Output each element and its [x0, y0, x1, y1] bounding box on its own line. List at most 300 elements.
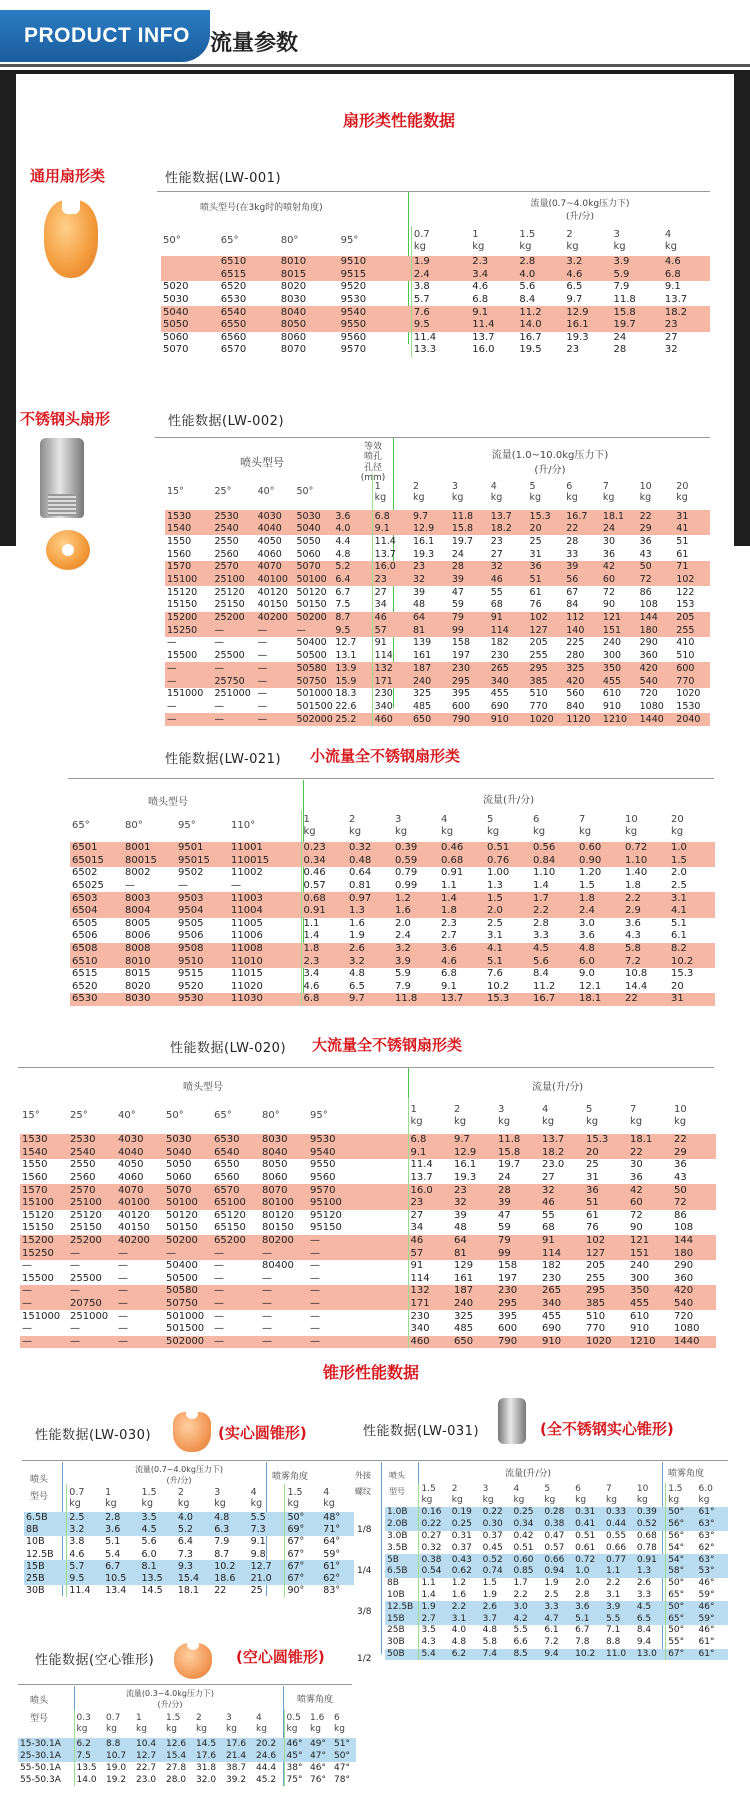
t002-header-cell: 3 kg [451, 480, 464, 503]
t002-cell: 50580 [294, 662, 333, 675]
t002-cell: 39 [413, 586, 426, 598]
t031-cell: 5.4 [419, 1649, 450, 1661]
fan-nozzle-image [44, 200, 98, 278]
t020-cell: 95120 [308, 1210, 408, 1223]
t002-cell: 24 [451, 548, 464, 560]
t002-cell: 27 [490, 548, 503, 560]
thollow-header-cell [18, 1710, 74, 1738]
t002-row [165, 510, 710, 523]
t031-cell: 1.0 [573, 1566, 604, 1578]
t001-cell: 6530 [220, 294, 247, 306]
t020-cell: 129 [454, 1260, 474, 1272]
t020-cell: 455 [542, 1310, 562, 1322]
t020-cell: 151000 [22, 1310, 61, 1322]
t020-cell: 1550 [22, 1159, 48, 1171]
t002-cell: 1530 [676, 700, 701, 712]
t002-cell: — [256, 675, 295, 688]
cone-section-title: 锥形性能数据 [323, 1363, 420, 1382]
lw031-angle-header: 喷雾角度 [668, 1469, 705, 1479]
t002-cell: 1560 [167, 548, 192, 560]
t002-cell: 61 [529, 586, 542, 598]
t021-cell: 11004 [229, 905, 301, 918]
t021-row [70, 918, 715, 931]
t021-cell: 11001 [229, 842, 301, 855]
t002-cell: 81 [411, 624, 450, 637]
t002-cell: 25.2 [333, 713, 372, 726]
t020-cell: — [308, 1298, 408, 1311]
t002-cell: 540 [638, 675, 675, 688]
t021-cell: 6510 [70, 955, 123, 968]
t031-cell: 63° [697, 1554, 728, 1566]
t031-cell: 1.3 [635, 1566, 666, 1578]
t002-cell: 265 [489, 662, 528, 675]
t020-cell: 15150 [22, 1222, 54, 1234]
t030-header-cell: 3 kg [214, 1486, 226, 1509]
t020-cell: 31 [586, 1172, 599, 1184]
t021-cell: 1.9 [349, 930, 365, 942]
page-header [0, 0, 750, 70]
t002-cell: 40120 [257, 586, 288, 598]
t002-cell: 57 [372, 624, 411, 637]
t030-cell: 64° [323, 1536, 341, 1548]
t020-cell: 80100 [260, 1197, 308, 1210]
t020-cell: 91 [540, 1235, 584, 1248]
t001-header-cell: 2 kg [566, 229, 579, 252]
t031-cell: 0.45 [482, 1542, 503, 1553]
thollow-cell: 7.5 [74, 1750, 104, 1762]
t002-cell: 280 [566, 650, 585, 662]
t031-cell: 0.25 [450, 1519, 481, 1531]
t002-cell: 4070 [256, 561, 295, 574]
t002-cell: 5060 [296, 548, 321, 560]
t021-header-row [70, 810, 715, 842]
t020-cell: 55 [542, 1209, 555, 1221]
thollow-cell: 15.4 [164, 1750, 194, 1762]
t020-cell: 25100 [68, 1197, 116, 1210]
t002-cell: 140 [564, 624, 601, 637]
t030-cell: 48° [321, 1512, 353, 1524]
t002-cell: — [256, 713, 295, 726]
t002-cell: 72 [602, 586, 616, 598]
t002-cell: 55 [490, 586, 503, 598]
t020-cell: 295 [496, 1298, 540, 1311]
t001-cell: 24 [613, 331, 627, 343]
t002-row [165, 573, 710, 586]
t020-header-cell: 95° [308, 1098, 408, 1134]
t002-cell: 15150 [167, 599, 198, 611]
t020-row [20, 1298, 716, 1311]
t031-cell: 1.6 [451, 1589, 467, 1600]
t002-cell: 600 [674, 662, 710, 675]
t001-cell: 16.0 [472, 344, 495, 356]
t002-header-cell: 6 kg [566, 480, 578, 503]
t002-cell: — [294, 624, 333, 637]
t031-cell: 30B [385, 1637, 419, 1649]
hollow-flow-header: 流量(0.3~4.0kg压力下) (升/分) [125, 1689, 215, 1709]
t020-cell: 2530 [68, 1134, 116, 1147]
t020-row [20, 1222, 716, 1235]
t031-cell: 3.5 [421, 1625, 436, 1636]
t031-cell: 0.74 [481, 1566, 512, 1578]
t030-cell: 4.8 [212, 1512, 248, 1524]
t002-row [165, 662, 710, 675]
t002-cell: 50120 [296, 586, 327, 598]
t031-cell: 0.30 [481, 1519, 512, 1531]
thollow-cell: 12.6 [164, 1738, 194, 1750]
t020-cell: — [308, 1247, 408, 1260]
thollow-cell: 45.2 [254, 1774, 284, 1786]
thollow-row [18, 1762, 356, 1774]
t020-cell: 4050 [118, 1159, 144, 1171]
t031-cell: 61° [697, 1507, 728, 1519]
t020-cell: 15500 [22, 1272, 54, 1284]
t020-cell: 23 [408, 1197, 452, 1210]
t020-cell: 171 [408, 1298, 452, 1311]
t020-cell: — [308, 1323, 408, 1336]
t002-cell: 60 [601, 573, 638, 586]
t020-row [20, 1323, 716, 1336]
t001-cell: 6.8 [472, 294, 489, 306]
t021-header-cell: 80° [125, 820, 143, 831]
t020-cell: 99 [496, 1247, 540, 1260]
t002-cell: 40200 [256, 612, 295, 625]
t020-cell: — [214, 1272, 224, 1284]
t030-cell: 15.4 [176, 1572, 212, 1584]
t031-cell: 50° [666, 1507, 697, 1519]
t020-cell: 197 [498, 1272, 518, 1284]
t002-header-row [165, 474, 710, 510]
t021-cell: 3.6 [579, 930, 595, 942]
category-solid-cone: (实心圆锥形) [218, 1424, 307, 1442]
t021-cell: 3.0 [579, 917, 595, 929]
t002-header-cell: 20 kg [676, 480, 689, 503]
t002-header-cell: 50° [296, 486, 314, 498]
t031-cell: 6.5B [385, 1566, 419, 1578]
t020-cell: 102 [584, 1235, 628, 1248]
t030-cell: 22 [214, 1584, 227, 1596]
t030-cell: 8B [24, 1524, 67, 1536]
t020-header-cell: 7 kg [630, 1104, 643, 1127]
t002-cell: 102 [674, 573, 710, 586]
t020-cell: — [308, 1260, 408, 1273]
t031-row [385, 1519, 728, 1531]
thollow-cell: 45° [284, 1750, 308, 1762]
t020-cell: 690 [542, 1323, 562, 1335]
t020-cell: 340 [540, 1298, 584, 1311]
thollow-cell: 21.4 [224, 1750, 254, 1762]
t021-cell: 0.90 [577, 855, 623, 868]
t021-cell: 11008 [229, 943, 301, 956]
t031-cell: 5.5 [513, 1625, 528, 1636]
t020-cell: 9540 [308, 1147, 408, 1160]
lw002-title: 性能数据(LW-002) [168, 414, 285, 429]
t030-header-cell: 1.5 kg [287, 1486, 303, 1509]
t002-cell: — [257, 688, 268, 700]
t002-cell: — [257, 700, 268, 712]
t030-cell: 5.2 [176, 1524, 212, 1536]
t002-cell: 1080 [639, 700, 664, 712]
t031-cell: 6.1 [544, 1625, 559, 1636]
t020-header-cell: 3 kg [498, 1104, 511, 1127]
t020-cell: 47 [498, 1209, 511, 1221]
t031-cell: 0.66 [606, 1542, 627, 1553]
t002-cell: 501000 [296, 688, 333, 700]
t002-cell: 455 [601, 675, 638, 688]
t021-cell: 1.5 [485, 892, 531, 905]
t001-cell: 9.7 [566, 294, 583, 306]
t031-header-cell: 1.5 kg [421, 1484, 436, 1505]
t030-cell: 18.6 [212, 1572, 248, 1584]
t002-cell: 225 [566, 637, 585, 649]
t001-cell: 9510 [339, 256, 412, 269]
t020-cell: 40100 [116, 1197, 164, 1210]
thread-size-label: 3/8 [357, 1607, 372, 1618]
t031-cell: 1.1 [604, 1566, 635, 1578]
t020-cell: — [308, 1285, 408, 1298]
lw030-model-header: 喷头 型号 [30, 1475, 49, 1503]
t021-cell: 6.0 [577, 955, 623, 968]
t002-cell: 47 [451, 586, 464, 598]
t031-cell: 1.0B [385, 1507, 419, 1519]
t021-cell: 0.84 [531, 855, 577, 868]
t020-cell: 1080 [674, 1323, 700, 1335]
t020-cell: 40150 [118, 1222, 150, 1234]
t020-header-cell: 5 kg [586, 1104, 599, 1127]
t002-cell: 40100 [256, 573, 295, 586]
t030-cell: 62° [321, 1572, 353, 1584]
t031-row [385, 1625, 728, 1637]
t002-cell: 3.6 [333, 510, 372, 523]
t002-cell: 4050 [257, 535, 282, 547]
t002-cell: 25750 [212, 675, 255, 688]
t021-cell: 65025 [72, 880, 104, 892]
t030-row [24, 1585, 354, 1597]
thollow-cell: 31.8 [196, 1762, 217, 1773]
t021-cell: 6506 [72, 930, 98, 942]
t020-row [20, 1147, 716, 1160]
t030-cell: 69° [285, 1524, 321, 1536]
t020-cell: 95150 [308, 1222, 408, 1235]
t021-header-cell: 2 kg [349, 814, 362, 837]
category-stainless-head-fan: 不锈钢头扇形 [20, 410, 111, 428]
t031-cell: 0.16 [419, 1507, 450, 1519]
t020-cell: 720 [674, 1310, 694, 1322]
t002-cell: 23 [411, 561, 450, 574]
t030-cell: 71° [321, 1524, 353, 1536]
t020-cell: 13.7 [540, 1134, 584, 1147]
t002-cell: 32 [411, 573, 450, 586]
t001-cell: 19.3 [566, 331, 589, 343]
t031-header-cell: 1.5 kg [668, 1484, 683, 1505]
t021-cell: 2.7 [441, 930, 457, 942]
t020-cell: 80120 [262, 1209, 294, 1221]
t031-grid [385, 1483, 728, 1660]
t021-cell: 9.1 [441, 980, 457, 992]
t020-cell: 50580 [164, 1285, 212, 1298]
t031-header-cell: 3 kg [482, 1484, 494, 1505]
t020-cell: 15120 [22, 1209, 54, 1221]
t031-cell: 3.0B [385, 1531, 419, 1543]
t020-cell: — [22, 1323, 32, 1335]
t002-row [165, 675, 710, 688]
t021-cell: 2.4 [577, 905, 623, 918]
t002-cell: 24 [601, 523, 638, 536]
t020-cell: 161 [454, 1272, 474, 1284]
t031-cell: 4.5 [635, 1601, 666, 1613]
t021-cell: 6520 [72, 980, 98, 992]
t002-cell: 99 [450, 624, 489, 637]
t002-cell: 251000 [214, 688, 251, 700]
t031-cell: 0.52 [635, 1519, 666, 1531]
t001-cell: 9560 [339, 332, 412, 345]
t001-cell [161, 269, 219, 282]
t002-cell: 13.7 [374, 548, 396, 560]
t021-cell: 0.76 [485, 855, 531, 868]
t001-cell: 6570 [220, 344, 247, 356]
t030-cell: 10B [24, 1536, 67, 1548]
t002-cell: 23 [490, 535, 503, 547]
t020-cell: 485 [454, 1323, 474, 1335]
t021-cell: 6.1 [671, 930, 687, 942]
t031-cell: 3.0 [511, 1601, 542, 1613]
t031-row [385, 1578, 728, 1590]
t002-cell: 4060 [257, 548, 282, 560]
t002-cell: 48 [413, 599, 426, 611]
t001-cell: 6.8 [663, 269, 710, 282]
t020-cell: 29 [672, 1147, 716, 1160]
t030-cell: 7.3 [177, 1548, 193, 1560]
t002-cell: 910 [602, 700, 622, 712]
t020-row [20, 1210, 716, 1223]
t031-cell: 4.2 [511, 1613, 542, 1625]
thollow-cell: 46° [284, 1738, 308, 1750]
t020-cell: 32 [452, 1197, 496, 1210]
t031-cell: 5B [385, 1554, 419, 1566]
hollow-cone-title: 性能数据(空心锥形) [35, 1653, 155, 1668]
t021-cell: 6502 [72, 867, 98, 879]
t020-cell: 80400 [262, 1260, 294, 1272]
t021-cell: 0.99 [395, 880, 418, 892]
t021-cell: 0.68 [439, 855, 485, 868]
t021-cell: 11020 [229, 981, 301, 994]
t021-cell: 12.1 [579, 980, 602, 992]
t002-cell: 420 [638, 662, 675, 675]
t031-cell: 7.1 [606, 1625, 621, 1636]
thollow-header-cell: 4 kg [254, 1710, 284, 1738]
t021-cell: 11015 [229, 968, 301, 981]
t020-header-cell: 25° [70, 1110, 88, 1121]
t031-cell: 0.72 [573, 1554, 604, 1566]
t031-cell: 5.5 [604, 1613, 635, 1625]
t021-cell: 4.1 [669, 905, 715, 918]
t002-cell: 360 [639, 650, 658, 662]
t021-cell: 9.7 [347, 993, 393, 1006]
t031-cell: 4.3 [421, 1637, 436, 1648]
thollow-row [18, 1750, 356, 1762]
t020-cell: 50100 [164, 1197, 212, 1210]
t031-cell: 0.22 [419, 1519, 450, 1531]
t002-cell: 151000 [167, 688, 204, 700]
t021-cell: 4.8 [349, 968, 365, 980]
t020-cell: 180 [672, 1247, 716, 1260]
t020-cell: 770 [586, 1323, 606, 1335]
t002-cell: 460 [372, 713, 411, 726]
t031-cell: 0.27 [421, 1530, 442, 1541]
t021-cell: 3.4 [303, 968, 320, 980]
page-title: 流量参数 [210, 31, 299, 56]
t002-cell: 410 [676, 637, 695, 649]
t002-cell: 230 [374, 688, 393, 700]
t021-cell: 6503 [70, 892, 123, 905]
lw021-flow-header: 流量(升/分) [483, 795, 535, 806]
stainless-solid-cone-image [498, 1398, 526, 1444]
t030-cell: 50° [285, 1512, 321, 1524]
t021-cell: 1.8 [577, 892, 623, 905]
t031-row [385, 1649, 728, 1661]
t020-cell: — [22, 1260, 32, 1272]
t002-cell: 18.2 [489, 523, 528, 536]
t030-cell: 3.5 [140, 1512, 176, 1524]
thollow-cell: 44.4 [254, 1762, 284, 1774]
t002-cell: 51 [528, 573, 565, 586]
t020-cell: 9.7 [452, 1134, 496, 1147]
t021-row [70, 993, 715, 1006]
t020-cell: 81 [452, 1247, 496, 1260]
thollow-cell: 75° [286, 1774, 303, 1785]
t030-cell: 6.5B [24, 1512, 67, 1524]
t020-cell: 34 [410, 1222, 424, 1234]
thollow-cell: 14.5 [194, 1738, 224, 1750]
t030-cell: 6.0 [141, 1548, 157, 1560]
t002-cell: 13.1 [333, 650, 372, 663]
t031-cell: 9.4 [542, 1649, 573, 1661]
t031-header-cell: 7 kg [606, 1484, 617, 1505]
t020-cell: 360 [674, 1272, 694, 1284]
t002-header-cell: 10 kg [639, 480, 652, 503]
t021-cell: 1.4 [303, 930, 320, 942]
t021-row [70, 905, 715, 918]
t031-cell: 2.0 [575, 1578, 590, 1589]
t020-cell: 36 [630, 1172, 643, 1184]
t021-cell: 9530 [176, 993, 229, 1006]
t020-cell: 64 [452, 1235, 496, 1248]
t031-cell: 13.0 [635, 1649, 666, 1661]
t002-header-cell [333, 474, 372, 510]
t021-cell: 1.5 [579, 880, 595, 892]
t020-cell: — [116, 1247, 164, 1260]
t020-cell: — [260, 1247, 308, 1260]
t031-cell: 6.7 [575, 1625, 590, 1636]
t001-cell: 9515 [339, 269, 412, 282]
t020-cell: — [260, 1298, 308, 1311]
t020-cell: 9.1 [408, 1147, 452, 1160]
t021-row [70, 930, 715, 943]
t021-cell: 0.56 [531, 842, 577, 855]
t020-cell: 22 [672, 1134, 716, 1147]
t030-cell: 4.5 [140, 1524, 176, 1536]
t030-cell: 11.4 [69, 1584, 91, 1596]
t002-cell: 40150 [257, 599, 288, 611]
t002-cell: 15.9 [333, 675, 372, 688]
t002-cell: 840 [566, 700, 585, 712]
t021-cell: 11010 [229, 955, 301, 968]
t031-header-row [385, 1483, 728, 1507]
t031-cell: 1.9 [544, 1578, 559, 1589]
t021-cell: 1.5 [669, 855, 715, 868]
t002-cell: 39 [564, 561, 601, 574]
t002-cell: 161 [413, 650, 432, 662]
t002-cell: 2540 [212, 523, 255, 536]
